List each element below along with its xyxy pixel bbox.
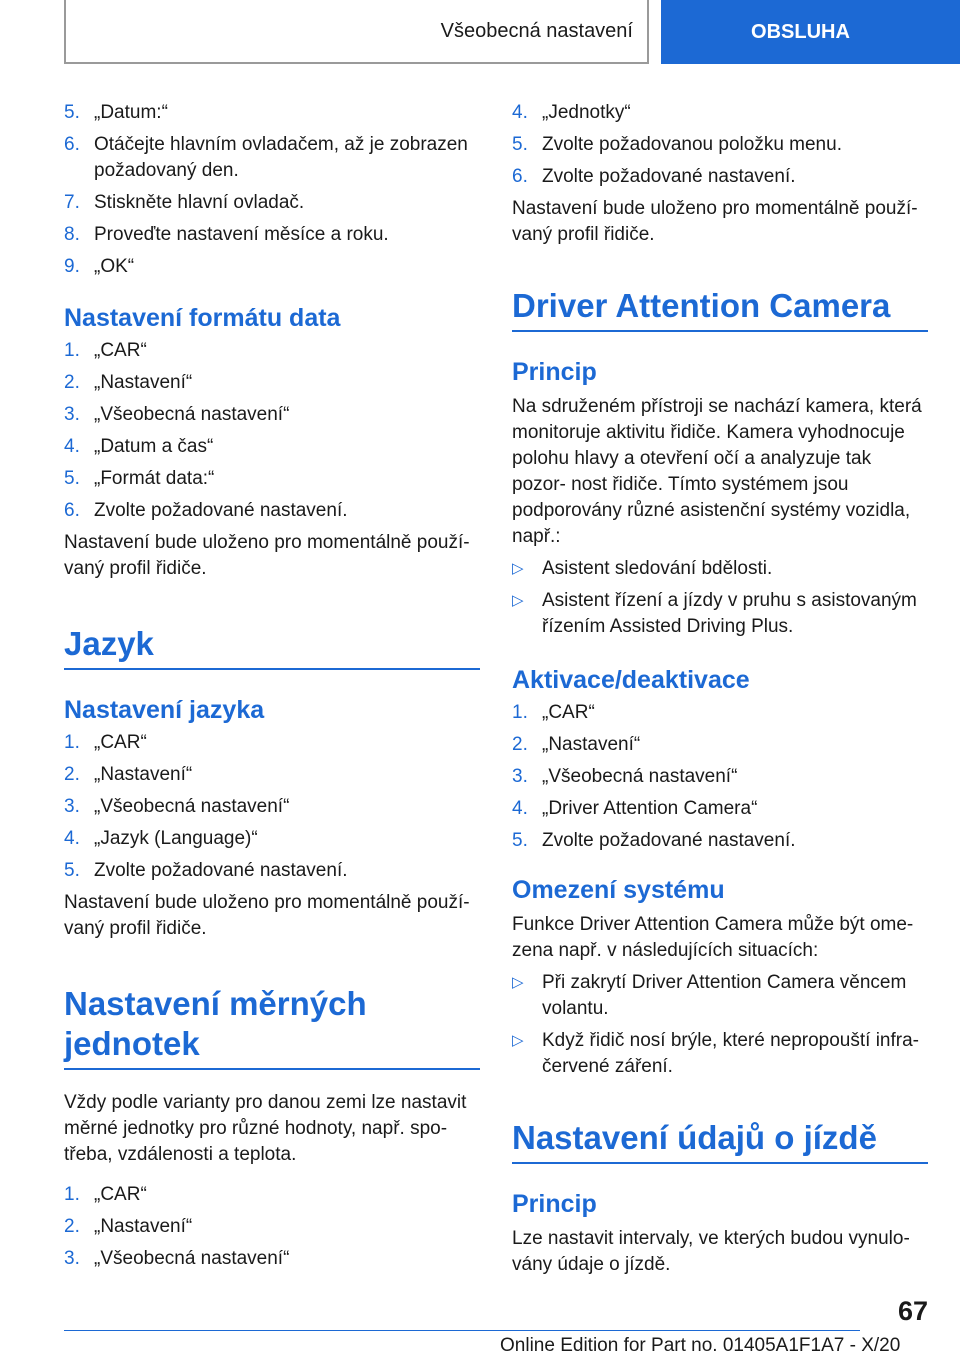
step-text: „Všeobecná nastavení“ <box>542 766 738 787</box>
units-steps-list <box>64 1182 480 1272</box>
right-column <box>512 100 928 1284</box>
step-text: „CAR“ <box>542 702 595 723</box>
list-item <box>512 764 928 790</box>
step-number: 9. <box>64 256 80 277</box>
step-text: Zvolte požadované nastavení. <box>94 500 348 521</box>
list-item <box>64 1246 480 1272</box>
list-item <box>64 132 480 184</box>
step-text: „Formát data:“ <box>94 468 215 489</box>
list-item <box>64 826 480 852</box>
list-item <box>64 190 480 216</box>
step-number: 7. <box>64 192 80 213</box>
step-number: 3. <box>64 404 80 425</box>
step-number: 6. <box>512 166 528 187</box>
step-number: 2. <box>64 764 80 785</box>
trip-data-text: Lze nastavit intervaly, ve kterých budou vynulo- vány údaje o jízdě. <box>512 1228 910 1275</box>
step-text: „CAR“ <box>94 1184 147 1205</box>
activation-steps-list <box>512 700 928 854</box>
units-description: Vždy podle varianty pro danou zemi lze nastavit měrné jednotky pro různé hodnoty, např. spo- třeba, vzdálenosti a teplota. <box>64 1092 467 1165</box>
step-text: „Nastavení“ <box>94 372 193 393</box>
list-item <box>64 762 480 788</box>
language-section-heading: Jazyk <box>64 588 480 670</box>
step-text: „Datum a čas“ <box>94 436 214 457</box>
system-limits-heading: Omezení systému <box>512 876 725 904</box>
footer-edition: Online Edition for Part no. 01405A1F1A7 - X/20 <box>500 1335 901 1356</box>
step-number: 1. <box>64 1184 80 1205</box>
list-item <box>64 338 480 364</box>
step-number: 6. <box>64 134 80 155</box>
bullet-text: Když řidič nosí brýle, které nepropouští infra- červené záření. <box>542 1030 920 1077</box>
list-item <box>512 100 928 126</box>
principle-heading: Princip <box>512 358 597 386</box>
step-number: 6. <box>64 500 80 521</box>
step-text: Zvolte požadované nastavení. <box>542 166 796 187</box>
step-number: 4. <box>64 828 80 849</box>
list-item <box>512 164 928 190</box>
language-steps-list <box>64 730 480 884</box>
trip-data-heading: Nastavení údajů o jízdě <box>512 1086 928 1164</box>
triangle-bullet-icon: ▷ <box>512 974 524 991</box>
step-number: 2. <box>64 372 80 393</box>
step-number: 5. <box>512 134 528 155</box>
trip-data-principle-heading: Princip <box>512 1190 597 1218</box>
header-chapter-label: OBSLUHA <box>751 20 850 43</box>
list-item <box>64 858 480 884</box>
list-item <box>64 794 480 820</box>
date-steps-list <box>64 100 480 280</box>
triangle-bullet-icon: ▷ <box>512 1032 524 1049</box>
bullet-item <box>512 588 928 640</box>
triangle-bullet-icon: ▷ <box>512 560 524 577</box>
list-item <box>512 828 928 854</box>
units-steps-continued-list <box>512 100 928 190</box>
list-item <box>64 402 480 428</box>
step-number: 3. <box>64 1248 80 1269</box>
step-text: Zvolte požadované nastavení. <box>94 860 348 881</box>
list-item <box>64 730 480 756</box>
step-number: 4. <box>512 102 528 123</box>
step-text: „OK“ <box>94 256 135 277</box>
step-text: „Nastavení“ <box>542 734 641 755</box>
step-text: „Všeobecná nastavení“ <box>94 1248 290 1269</box>
activation-heading: Aktivace/deaktivace <box>512 666 750 694</box>
bullet-text: Asistent sledování bdělosti. <box>542 558 773 579</box>
date-format-heading: Nastavení formátu data <box>64 304 341 332</box>
step-number: 3. <box>512 766 528 787</box>
step-text: „Jazyk (Language)“ <box>94 828 258 849</box>
date-format-steps-list <box>64 338 480 524</box>
bullet-item <box>512 556 928 582</box>
step-number: 4. <box>64 436 80 457</box>
units-section-heading: Nastavení měrných jednotek <box>64 948 480 1070</box>
bullet-item <box>512 1028 928 1080</box>
triangle-bullet-icon: ▷ <box>512 592 524 609</box>
step-number: 5. <box>64 468 80 489</box>
system-limits-bullet-list <box>512 970 928 1080</box>
step-number: 1. <box>64 732 80 753</box>
driver-attention-camera-heading: Driver Attention Camera <box>512 254 928 332</box>
step-number: 8. <box>64 224 80 245</box>
language-note: Nastavení bude uloženo pro momentálně použí- vaný profil řidiče. <box>64 892 470 939</box>
step-text: „Nastavení“ <box>94 1216 193 1237</box>
list-item <box>512 732 928 758</box>
step-text: „Jednotky“ <box>542 102 631 123</box>
list-item <box>64 498 480 524</box>
header-section-title: Všeobecná nastavení <box>440 19 633 42</box>
header-section-box <box>64 0 649 64</box>
step-number: 4. <box>512 798 528 819</box>
bullet-item <box>512 970 928 1022</box>
page-number: 67 <box>897 1296 928 1326</box>
list-item <box>64 434 480 460</box>
step-text: „Driver Attention Camera“ <box>542 798 758 819</box>
list-item <box>64 466 480 492</box>
list-item <box>512 132 928 158</box>
step-text: „Všeobecná nastavení“ <box>94 404 290 425</box>
left-column <box>64 100 480 1278</box>
step-text: „Všeobecná nastavení“ <box>94 796 290 817</box>
language-settings-heading: Nastavení jazyka <box>64 696 265 724</box>
step-text: Stiskněte hlavní ovladač. <box>94 192 305 213</box>
list-item <box>64 222 480 248</box>
date-format-note: Nastavení bude uloženo pro momentálně použí- vaný profil řidiče. <box>64 532 470 579</box>
bullet-text: Asistent řízení a jízdy v pruhu s asistovaným řízením Assisted Driving Plus. <box>542 590 917 637</box>
step-text: „CAR“ <box>94 732 147 753</box>
step-text: „CAR“ <box>94 340 147 361</box>
step-text: Zvolte požadované nastavení. <box>542 830 796 851</box>
list-item <box>64 370 480 396</box>
list-item <box>64 100 480 126</box>
step-text: „Nastavení“ <box>94 764 193 785</box>
step-number: 2. <box>64 1216 80 1237</box>
step-text: Otáčejte hlavním ovladačem, až je zobrazen požadovaný den. <box>94 134 468 181</box>
principle-bullet-list <box>512 556 928 640</box>
step-text: Zvolte požadovanou položku menu. <box>542 134 842 155</box>
step-number: 5. <box>64 860 80 881</box>
step-number: 3. <box>64 796 80 817</box>
step-text: „Datum:“ <box>94 102 168 123</box>
list-item <box>512 796 928 822</box>
list-item <box>64 1214 480 1240</box>
principle-text: Na sdruženém přístroji se nachází kamera, která monitoruje aktivitu řidiče. Kamera vyhodnocuje polohu hlavy a otevření očí a analyzuje tak pozor- nost řidiče. Tímto systémem jsou podporovány různé asistenční systémy vozidla, např.: <box>512 396 922 547</box>
step-number: 5. <box>512 830 528 851</box>
list-item <box>64 254 480 280</box>
step-number: 5. <box>64 102 80 123</box>
step-text: Proveďte nastavení měsíce a roku. <box>94 224 389 245</box>
step-number: 1. <box>512 702 528 723</box>
units-note: Nastavení bude uloženo pro momentálně použí- vaný profil řidiče. <box>512 198 918 245</box>
list-item <box>64 1182 480 1208</box>
system-limits-text: Funkce Driver Attention Camera může být ome- zena např. v následujících situacích: <box>512 914 914 961</box>
step-number: 1. <box>64 340 80 361</box>
bullet-text: Při zakrytí Driver Attention Camera věncem volantu. <box>542 972 907 1019</box>
header-chapter-tab <box>661 0 960 64</box>
list-item <box>512 700 928 726</box>
step-number: 2. <box>512 734 528 755</box>
footer-divider <box>64 1330 860 1331</box>
